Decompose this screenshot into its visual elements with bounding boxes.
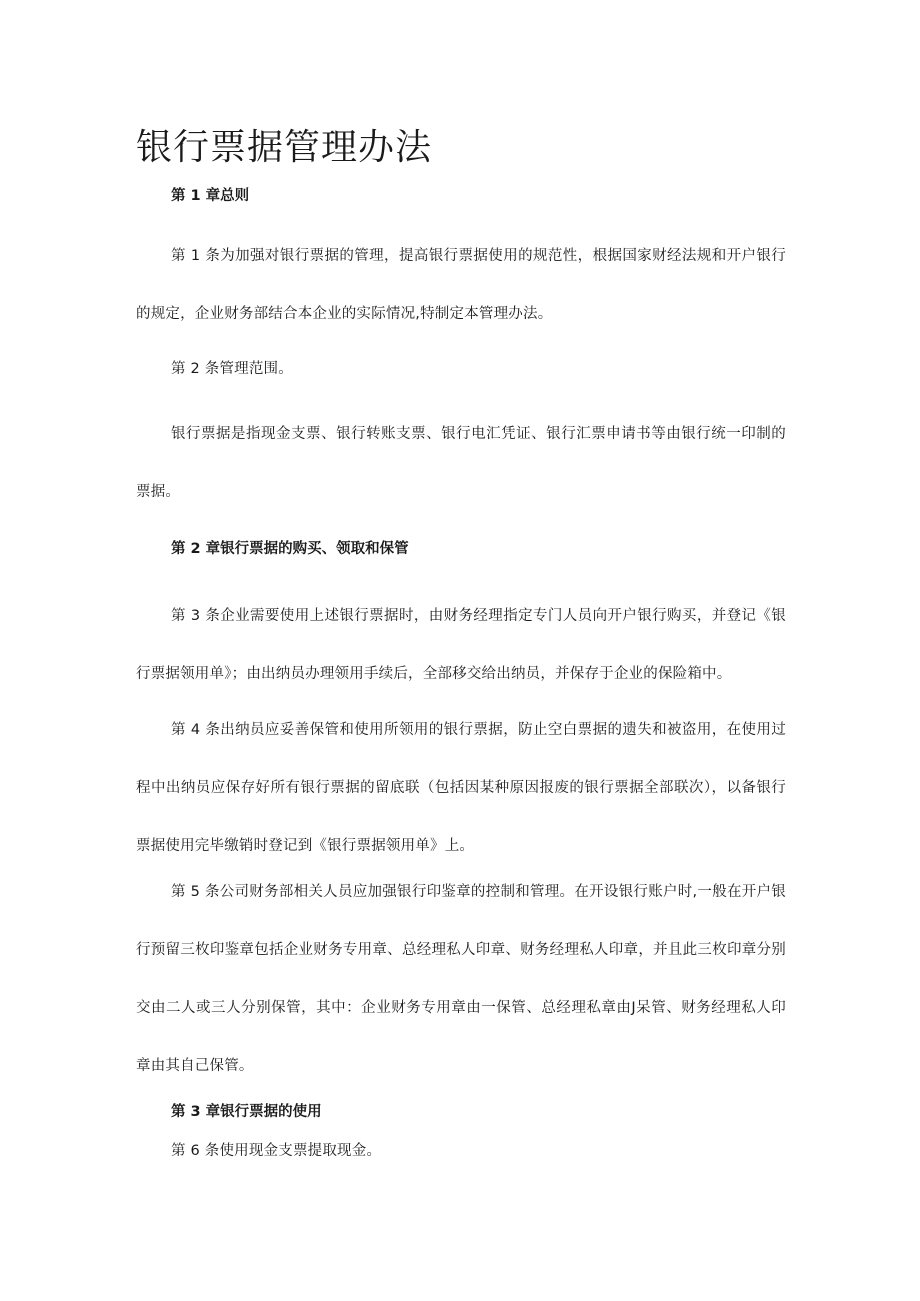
document-title: 银行票据管理办法 bbox=[136, 127, 433, 168]
article-2-body: 银行票据是指现金支票、银行转账支票、银行电汇凭证、银行汇票申请书等由银行统一印制的票据。 bbox=[136, 426, 786, 500]
chapter-1-heading: 第 1 章总则 bbox=[171, 188, 250, 204]
article-4: 第 4 条出纳员应妥善保管和使用所领用的银行票据，防止空白票据的遗失和被盗用，在使用过程中出纳员应保存好所有银行票据的留底联（包括因某种原因报废的银行票据全部联次），以备银行票据使用完毕缴销时登记到《银行票据领用单》上。 bbox=[136, 722, 786, 854]
article-3: 第 3 条企业需要使用上述银行票据时，由财务经理指定专门人员向开户银行购买，并登记《银行票据领用单》；由出纳员办理领用手续后，全部移交给出纳员，并保存于企业的保险箱中。 bbox=[136, 608, 786, 682]
article-5: 第 5 条公司财务部相关人员应加强银行印鉴章的控制和管理。在开设银行账户时,一般在开户银行预留三枚印鉴章包括企业财务专用章、总经理私人印章、财务经理私人印章，并且此三枚印章分别交由二人或三人分别保管，其中：企业财务专用章由一保管、总经理私章由J呆管、财务经理私人印章由其自己保管。 bbox=[136, 884, 786, 1074]
chapter-2-heading: 第 2 章银行票据的购买、领取和保管 bbox=[171, 541, 409, 557]
article-1: 第 1 条为加强对银行票据的管理，提高银行票据使用的规范性，根据国家财经法规和开户银行的规定，企业财务部结合本企业的实际情况,特制定本管理办法。 bbox=[136, 248, 786, 322]
article-2: 第 2 条管理范围。 bbox=[171, 361, 293, 377]
chapter-3-heading: 第 3 章银行票据的使用 bbox=[171, 1104, 322, 1120]
article-6: 第 6 条使用现金支票提取现金。 bbox=[171, 1143, 382, 1159]
